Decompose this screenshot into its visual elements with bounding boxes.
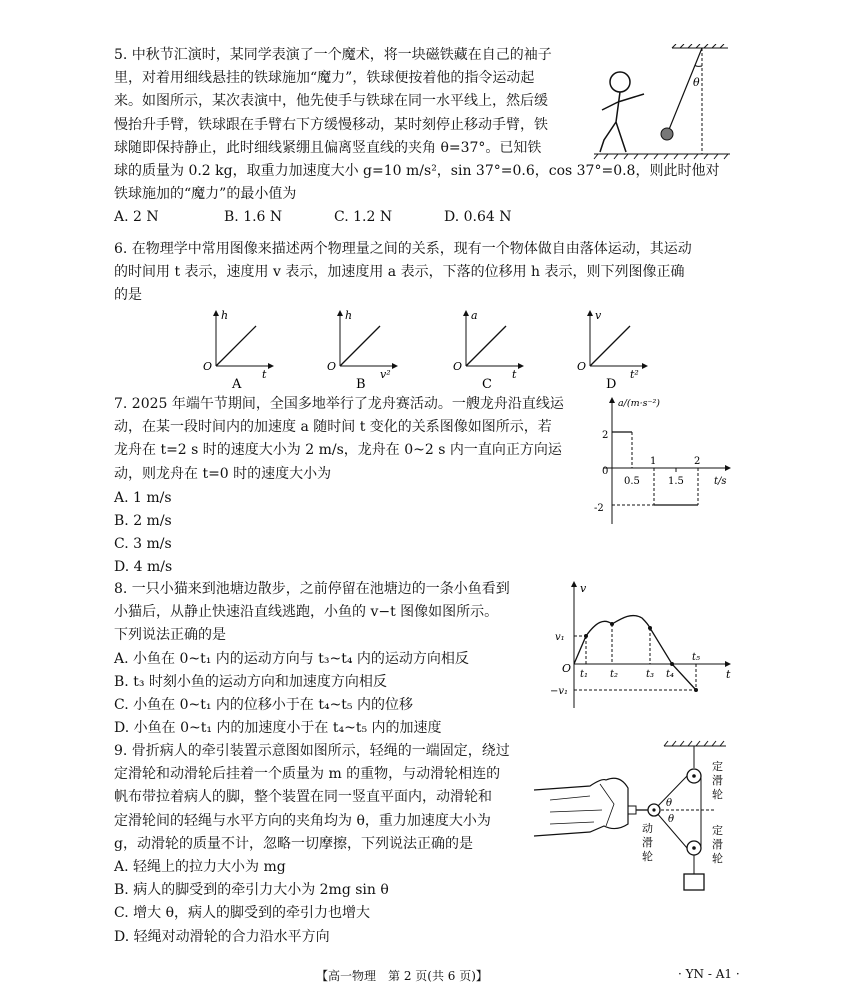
moving-pulley-label-1: 动 [642,822,653,835]
q7-option-b: B. 2 m/s [114,513,172,530]
graph-b-letter: B [356,377,366,390]
q9-theta-2: θ [668,814,675,825]
patient-leg [534,778,628,836]
q8-option-c: C. 小鱼在 0~t₁ 内的位移小于在 t₄~t₅ 内的位移 [114,697,413,714]
q9-option-b: B. 病人的脚受到的牵引力大小为 2mg sin θ [114,882,389,899]
question-8 [114,578,544,740]
q8-t3-label: t₃ [646,669,655,680]
question-7 [114,393,614,580]
angle-theta-label: θ [693,76,700,89]
q5-option-c: C. 1.2 N [334,209,393,226]
q9-traction-figure [530,740,740,900]
q8-option-b: B. t₃ 时刻小鱼的运动方向和加速度方向相反 [114,673,387,690]
q5-line: 铁球施加的“魔力”的最小值为 [114,186,297,203]
graph-b-origin: O [327,360,337,373]
graph-a-letter: A [232,377,242,390]
graph-a-y-label: h [221,309,229,322]
question-5 [114,44,720,230]
q8-origin: O [562,662,572,675]
q8-t5-label: t₅ [692,652,701,663]
graph-d-x-label: t² [630,368,639,381]
q6-line: 6. 在物理学中常用图像来描述两个物理量之间的关系，现有一个物体做自由落体运动，其运动 [114,241,692,257]
q7-at-chart [592,394,742,532]
graph-d-line [590,326,630,366]
q8-v1-label: v₁ [555,632,565,643]
q7-option-d: D. 4 m/s [114,559,173,576]
q8-option-d: D. 小鱼在 0~t₁ 内的加速度小于在 t₄~t₅ 内的加速度 [114,720,442,737]
q5-line: 5. 中秋节汇演时，某同学表演了一个魔术，将一块磁铁藏在自己的袖子 [114,47,552,63]
q7-line: 龙舟在 t=2 s 时的速度大小为 2 m/s，龙舟在 0~2 s 内一直向正方向运 [114,442,562,459]
q9-line: 帆布带拉着病人的脚，整个装置在同一竖直平面内，动滑轮和 [114,789,492,806]
q5-line: 球的质量为 0.2 kg，取重力加速度大小 g=10 m/s²，sin 37°=0.6，cos 37°=0.8，则此时他对 [114,163,720,180]
question-6 [114,238,744,308]
q9-theta-1: θ [666,798,673,809]
thread [668,48,702,132]
q8-option-a: A. 小鱼在 0~t₁ 内的运动方向与 t₃~t₄ 内的运动方向相反 [114,650,469,667]
fixed-pulley-label-3: 轮 [712,788,723,801]
q7-line: 动，在某一段时间内的加速度 a 随时间 t 变化的关系图像如图所示，若 [114,419,552,436]
fixed-pulley2-label-3: 轮 [712,852,723,865]
q5-line: 球随即保持静止，此时细线紧绷且偏离竖直线的夹角 θ=37°。已知铁 [114,139,542,156]
q7-line: 动，则龙舟在 t=0 时的速度大小为 [114,465,332,482]
graph-a-x-label: t [262,368,267,381]
q9-line: 定滑轮和动滑轮后挂着一个质量为 m 的重物，与动滑轮相连的 [114,766,501,783]
q8-y-label: v [580,582,587,595]
q8-line: 下列说法正确的是 [114,627,226,644]
graph-d-y-label: v [595,309,602,322]
q7-origin: 0 [602,466,609,477]
graph-c-y-label: a [471,309,478,322]
footer-code: · YN - A1 · [678,967,740,981]
q6-line: 的是 [114,287,142,304]
q6-line: 的时间用 t 表示，速度用 v 表示，加速度用 a 表示，下落的位移用 h 表示，则下列图像正确 [114,264,685,281]
q8-vt-curve [574,616,696,690]
q6-graph-c [448,308,528,390]
fixed-pulley-label-1: 定 [712,760,723,773]
q5-option-a: A. 2 N [114,209,159,226]
graph-c-line [466,326,506,366]
person-figure [600,72,644,152]
q7-option-a: A. 1 m/s [114,489,172,506]
q5-magic-figure [592,44,732,162]
q9-line: 定滑轮间的轻绳与水平方向的夹角均为 θ，重力加速度大小为 [114,812,491,829]
graph-c-origin: O [453,360,463,373]
question-9 [114,740,544,949]
q7-tick-2s: 2 [694,456,701,467]
graph-d-origin: O [577,360,587,373]
q8-points [584,622,701,692]
q8-t4-label: t₄ [666,669,675,680]
q7-option-c: C. 3 m/s [114,536,172,553]
q8-t1-label: t₁ [580,669,589,680]
q9-line: g，动滑轮的质量不计，忽略一切摩擦，下列说法正确的是 [114,835,473,852]
q5-line: 来。如图所示，某次表演中，他先使手与铁球在同一水平线上，然后缓 [114,93,548,110]
q9-option-a: A. 轻绳上的拉力大小为 mg [114,859,286,876]
ground-hatch [594,154,730,159]
iron-ball [661,128,673,140]
q8-dashed-guides [574,624,696,690]
q8-x-label: t [726,668,731,681]
q7-tick-1.5: 1.5 [668,476,684,487]
weight-block [684,874,704,890]
ceiling-hatch [672,44,728,48]
graph-b-x-label: v² [380,368,391,381]
graph-b-line [340,326,380,366]
q8-vt-chart [550,578,740,714]
q7-line: 7. 2025 年端午节期间，全国多地举行了龙舟赛活动。一艘龙舟沿直线运 [114,396,564,412]
q9-option-d: D. 轻绳对动滑轮的合力沿水平方向 [114,928,330,945]
q7-y-label: a/(m·s⁻²) [618,398,661,409]
graph-d-letter: D [606,377,617,390]
q6-graph-b [322,308,402,390]
q7-tick-neg2: -2 [594,503,604,514]
q7-tick-1: 1 [650,456,657,467]
q8-neg-v1-label: −v₁ [550,686,569,697]
angle-arc [695,65,702,66]
q7-segment-positive [612,432,632,468]
graph-c-x-label: t [512,368,517,381]
q7-tick-2: 2 [602,430,609,441]
q9-ceiling-hatch [664,741,726,746]
q5-option-d: D. 0.64 N [444,209,512,226]
q8-line: 小猫后，从静止快速沿直线逃跑，小鱼的 v−t 图像如图所示。 [114,604,499,621]
q6-graph-a [198,308,278,390]
graph-a-line [216,326,256,366]
q5-options [114,206,614,229]
footer-page-info: 【高一物理 第 2 页(共 6 页)】 [316,969,488,983]
q9-line: 9. 骨折病人的牵引装置示意图如图所示，轻绳的一端固定，绕过 [114,743,510,759]
q9-option-c: C. 增大 θ，病人的脚受到的牵引力也增大 [114,905,370,922]
q5-line: 慢抬升手臂，铁球跟在手臂右下方缓慢移动，某时刻停止移动手臂，铁 [114,116,548,133]
q7-x-label: t/s [714,476,727,487]
fixed-pulley2-label-1: 定 [712,824,723,837]
graph-a-origin: O [203,360,213,373]
q5-option-b: B. 1.6 N [224,209,283,226]
q7-tick-0.5: 0.5 [624,476,640,487]
graph-b-y-label: h [345,309,353,322]
fixed-pulley2-label-2: 滑 [712,838,723,851]
q6-graph-d [572,308,652,390]
q8-t2-label: t₂ [610,669,619,680]
moving-pulley-label-3: 轮 [642,850,653,863]
q8-line: 8. 一只小猫来到池塘边散步，之前停留在池塘边的一条小鱼看到 [114,581,510,597]
fixed-pulley-label-2: 滑 [712,774,723,787]
moving-pulley-label-2: 滑 [642,836,653,849]
canvas-strap-clip [628,806,636,814]
graph-c-letter: C [482,377,492,390]
q5-line: 里，对着用细线悬挂的铁球施加“魔力”，铁球便按着他的指令运动起 [114,70,535,87]
